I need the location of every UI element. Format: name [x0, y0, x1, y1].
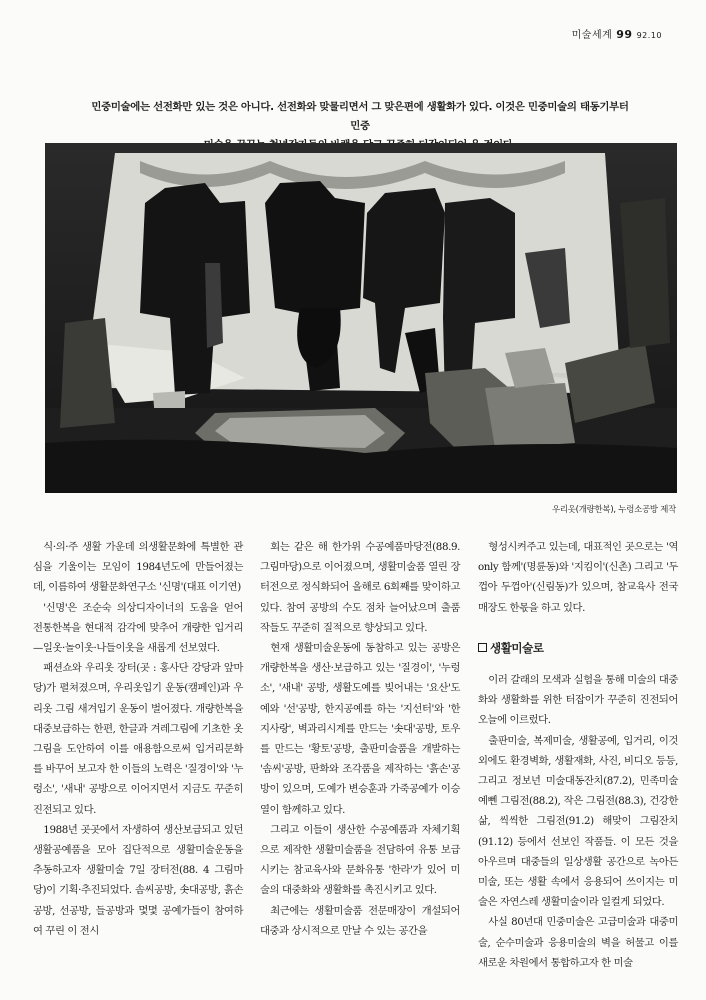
column-2: [260, 537, 460, 941]
paragraph: 패션쇼와 우리옷 장터(곳 : 홍사단 강당과 앞마당)가 펼쳐졌으며, 우리옷입기 운동(캠페인)과 우리옷 그림 새겨입기 운동이 벌어졌다. 개량한복을 대중보급하는 한편, 한글과 겨레그림에 기초한 옷그림을 도안하여 이를 애용함으로써 입거리문화를 바꾸어 보고자 한 이들의 노력은 '질경이'와 '누렁소', '새내' 공방으로 이어지면서 지금도 꾸준히 진전되고 있다.: [33, 662, 243, 816]
paragraph: 그리고 이들이 생산한 수공예품과 자체기획으로 제작한 생활미술품을 전담하여 유통 보급시키는 참교육사와 문화유통 '한라'가 있어 미술의 대중화와 생활화를 촉진시키고 있다.: [260, 823, 460, 897]
paragraph: 회는 같은 해 한가위 수공예품마당전(88.9. 그림마당)으로 이어졌으며, 생활미술품 열린 장터전으로 정식화되어 올해로 6회째를 맞이하고 있다. 참여 공방의 수도 점차 늘어났으며 출품작들도 꾸준히 질적으로 향상되고 있다.: [260, 541, 460, 634]
magazine-name: 미술세계: [571, 30, 613, 41]
page-number: 99: [616, 28, 633, 41]
paragraph: 현재 생활미술운동에 동참하고 있는 공방은 개량한복을 생산·보급하고 있는 '질경이', '누렁소', '새내' 공방, 생활도예를 빚어내는 '요산'도예와 '선'공방, 한지공예를 하는 '지선터'와 '한지사랑', 벽과리시계를 만드는 '솟대'공방, 토우를 만드는 '황토'공방, 출판미술품을 개발하는 '솜씨'공방, 판화와 조각품을 제작하는 '흙손'공방이 있으며, 도예가 변승훈과 가죽공예가 이승열이 함께하고 있다.: [260, 642, 460, 816]
running-header: [572, 26, 662, 41]
issue-date: 92.10: [636, 31, 662, 40]
exhibition-photo: [45, 143, 677, 493]
paragraph: 형성시켜주고 있는데, 대표적인 곳으로는 '역only 함께'(명륜동)와 '지킴이'(신촌) 그리고 '두껍아 두껍아'(신림동)가 있으며, 참교육사 전국 매장도 한몫을 하고 있다.: [478, 541, 678, 614]
column-1: [33, 537, 243, 941]
paragraph: '신명'은 조순숙 의상디자이너의 도움을 얻어 전통한복을 현대적 감각에 맞추어 개량한 입거리—일옷·놀이옷·나들이옷을 새롭게 선보였다.: [33, 601, 243, 655]
paragraph: 사실 80년대 민중미술은 고급미술과 대중미술, 순수미술과 응용미술의 벽을 허물고 이를 새로운 차원에서 통합하고자 한 미술: [478, 916, 678, 969]
paragraph: 출판미술, 복제미술, 생활공예, 입거리, 이것 외에도 환경벽화, 생활재화, 사진, 비디오 등등, 그리고 정보년 미술대동잔치(87.2), 민족미술 예뻰 그림전(88.2), 작은 그림전(88.3), 건강한 삶, 씩씩한 그림전(91.2) 해맞이 그림잔치(91.12) 등에서 선보인 작품들. 이 모든 것을 아우르며 대중들의 일상생활 공간으로 녹아든 미술, 또는 생활 속에서 응용되어 쓰이지는 미술은 자연스레 생활미술이라 일컬게 되었다.: [478, 734, 678, 909]
photo-caption: 우리옷(개량한복), 누렁소공방 제작: [552, 504, 676, 514]
section-heading: [478, 638, 678, 658]
lede-line-1: 민중미술에는 선전화만 있는 것은 아니다. 선전화와 맞물리면서 그 맞은편에 생활화가 있다. 이것은 민중미술의 태동기부터 민중: [91, 101, 629, 132]
paragraph: 식·의·주 생활 가운데 의생활문화에 특별한 관심을 기울이는 모임이 1984년도에 만들어졌는데, 이름하여 생활문화연구소 '신명'(대표 이기연): [33, 541, 243, 594]
section-title: 생활미술로: [490, 640, 544, 655]
exhibition-photo-illustration: [45, 143, 677, 493]
paragraph: 이러 갈래의 모색과 실험을 통해 미술의 대중화와 생활화를 위한 터잡이가 꾸준히 진전되어 오늘에 이르렀다.: [478, 674, 678, 727]
paragraph: 최근에는 생활미술품 전문매장이 개설되어 대중과 상시적으로 만날 수 있는 공간을: [260, 904, 460, 937]
paragraph: 1988년 곳곳에서 자생하여 생산보급되고 있던 생활공예품을 모아 집단적으로 생활미술운동을 추동하고자 생활미술 7일 장터전(88. 4 그림마당)이 기획·추진되었다. 솜씨공방, 솟대공방, 흙손공방, 선공방, 들공방과 몇몇 공예가들이 참여하여 꾸린 이 전시: [33, 823, 243, 937]
column-3: [478, 537, 678, 973]
square-bullet-icon: [478, 643, 487, 652]
